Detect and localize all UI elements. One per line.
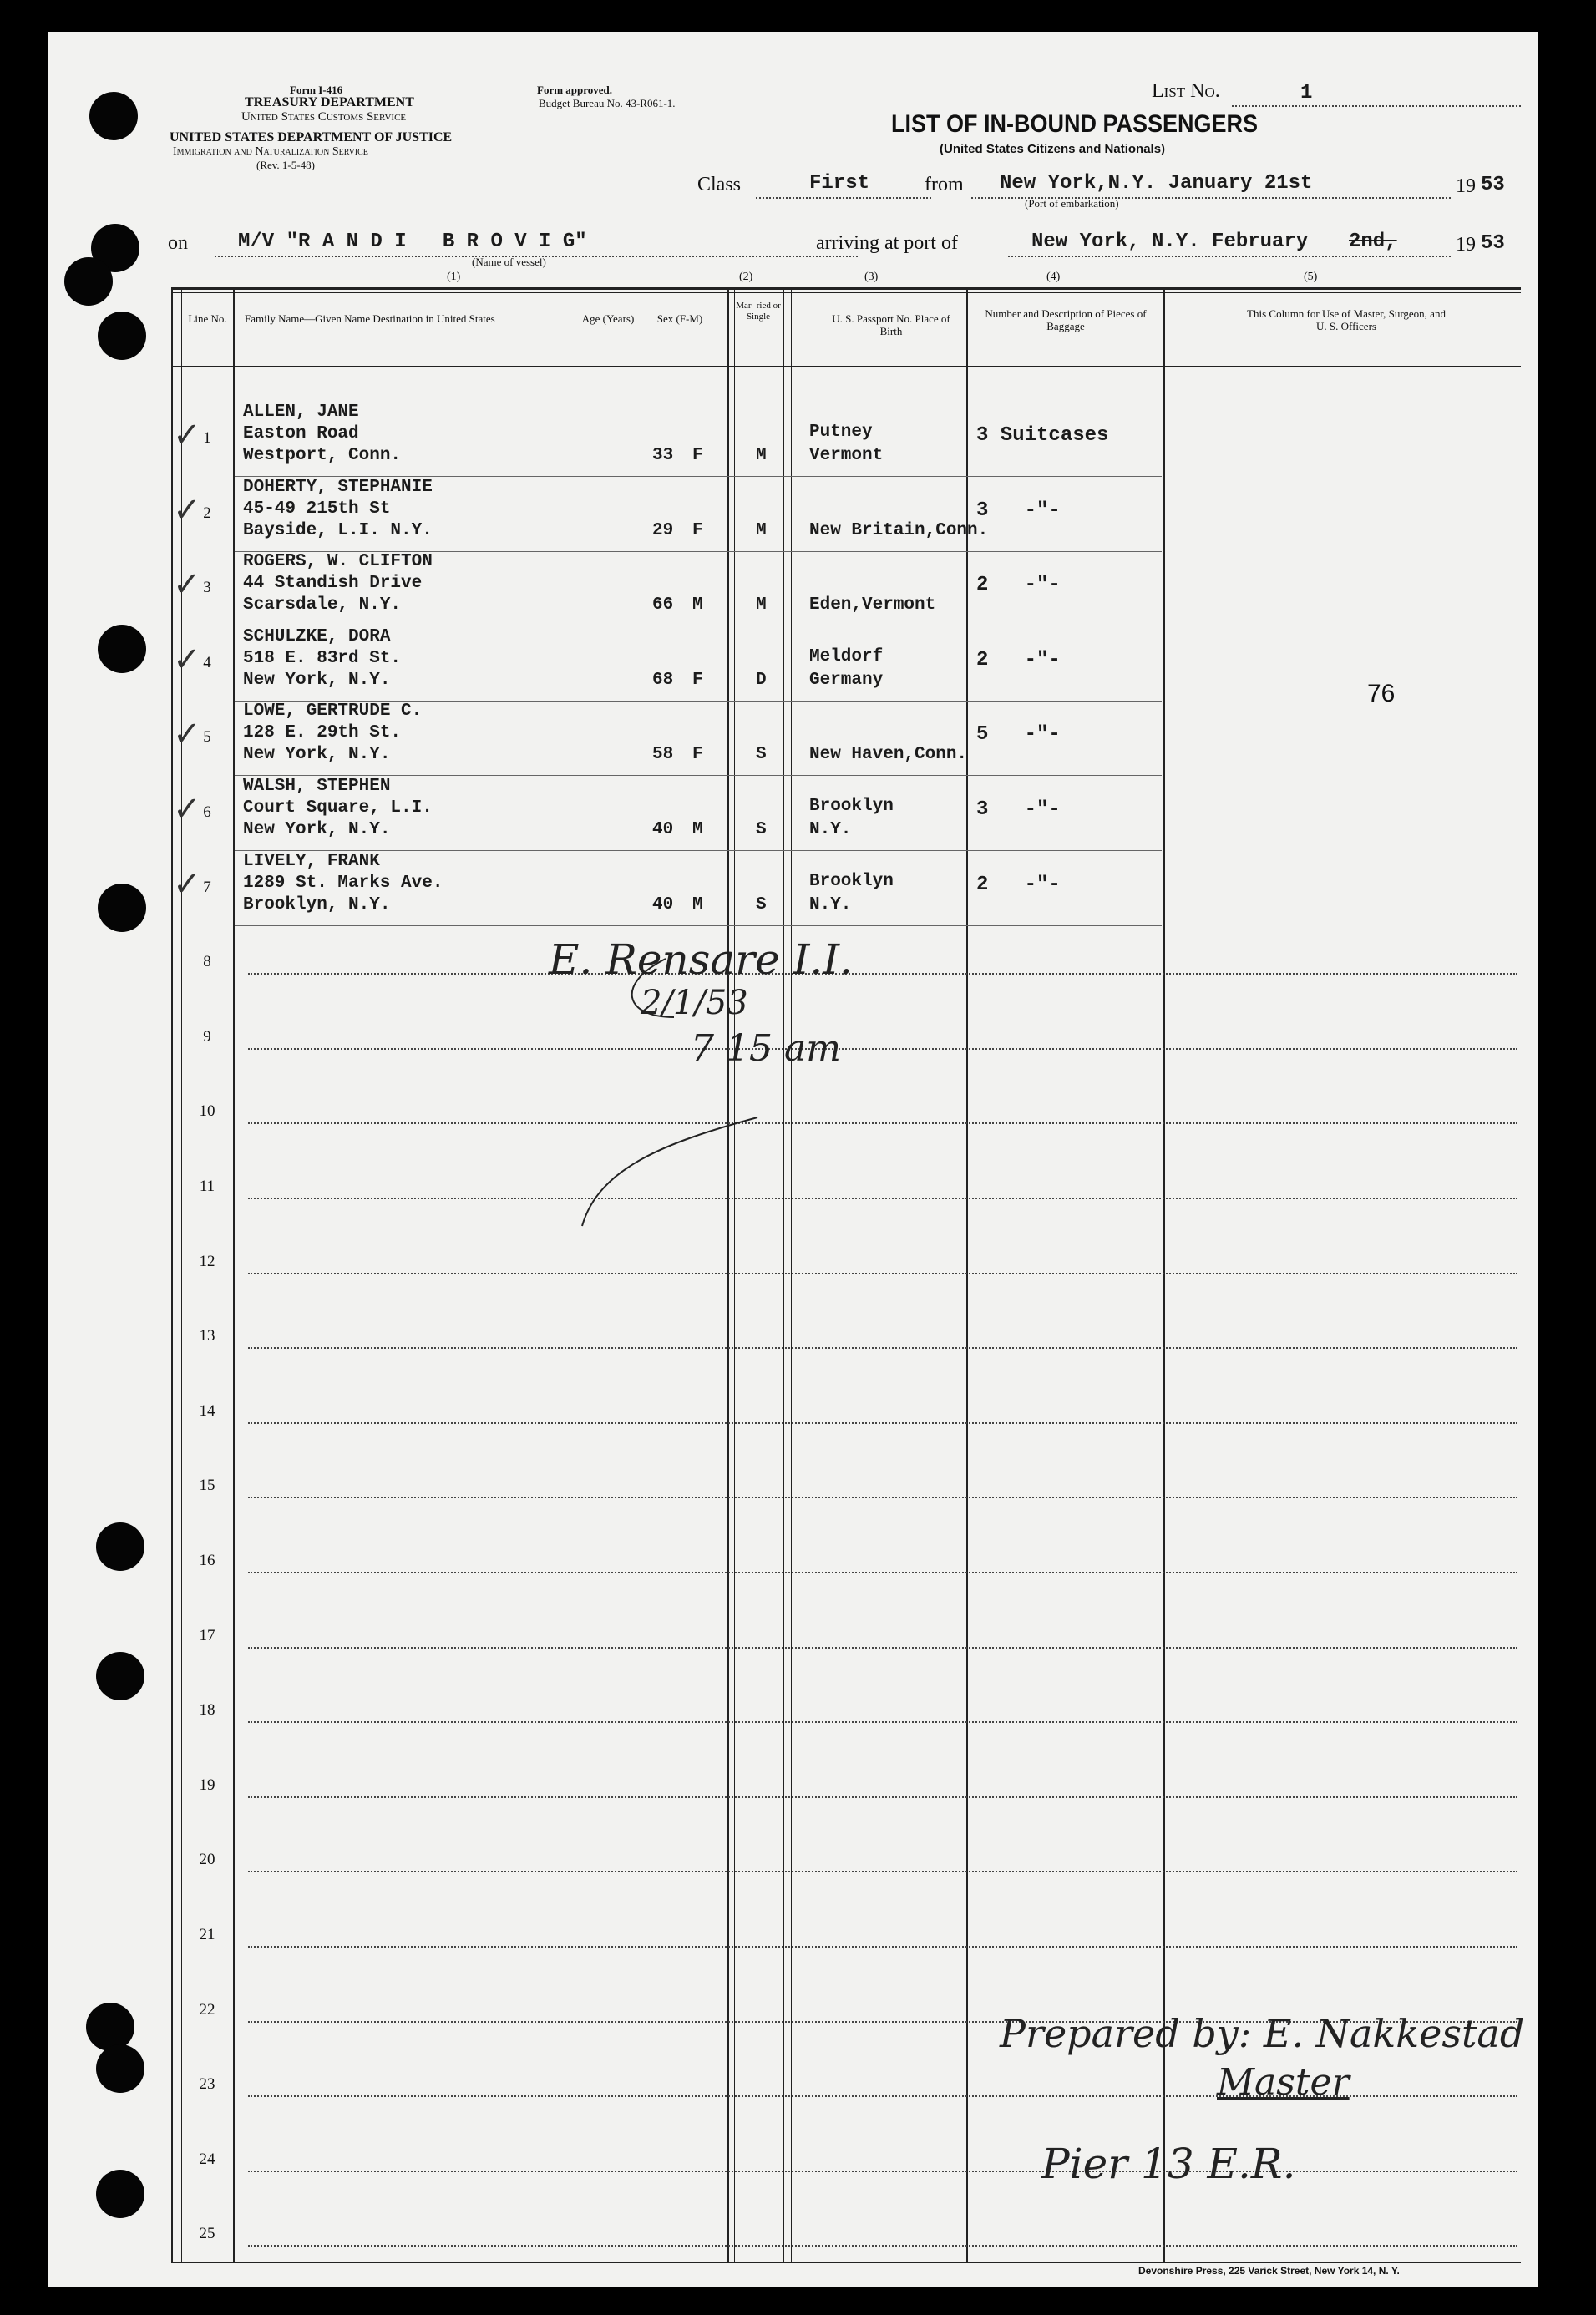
class-value: First (809, 172, 870, 195)
destination-city: New York, N.Y. (243, 670, 391, 690)
check-mark: ✓ (173, 416, 201, 454)
table-row-line (235, 925, 1162, 926)
signature-flourish (565, 950, 799, 1234)
ins-name: Immigration and Naturalization Service (173, 145, 368, 158)
baggage-description: 3 -"- (976, 798, 1061, 821)
table-row-line (248, 2171, 1517, 2172)
header-officers: This Column for Use of Master, Surgeon, and U. S. Officers (1247, 307, 1446, 332)
col-number-4: (4) (1046, 271, 1061, 283)
header-name: Family Name—Given Name Destination in United States (245, 312, 495, 325)
col-rule (791, 287, 792, 2262)
marital-status: S (756, 894, 767, 914)
destination-city: Brooklyn, N.Y. (243, 894, 391, 914)
marital-status: M (756, 446, 767, 465)
line-number: 21 (199, 1926, 215, 1943)
arriving-day: 2nd, (1349, 230, 1397, 253)
header-baggage: Number and Description of Pieces of Baggage (985, 307, 1147, 332)
col-rule (727, 287, 729, 2262)
table-row-line (248, 2245, 1517, 2247)
from-value: New York,N.Y. January 21st (1000, 172, 1313, 195)
line-number: 20 (199, 1851, 215, 1869)
pier-annotation: Pier 13 E.R. (1041, 2140, 1296, 2188)
birthplace-line1: Brooklyn (809, 871, 894, 891)
line-number: 13 (199, 1327, 215, 1345)
master-title: Master (1217, 2061, 1350, 2104)
baggage-description: 3 -"- (976, 499, 1061, 522)
col-rule (1163, 287, 1165, 2262)
list-no-line (1232, 105, 1521, 107)
passenger-age: 33 (652, 446, 674, 465)
table-row-line (248, 1273, 1517, 1274)
check-mark: ✓ (173, 864, 201, 904)
line-number: 15 (199, 1477, 215, 1495)
table-row-line (248, 1721, 1517, 1723)
col-rule (783, 287, 784, 2262)
vessel-name: M/V "R A N D I B R O V I G" (238, 230, 587, 253)
header-line-no: Line No. (188, 312, 227, 325)
table-row-line (248, 1122, 1517, 1124)
passenger-age: 40 (652, 820, 674, 839)
passenger-age: 66 (652, 595, 674, 615)
birthplace-line2: New Britain,Conn. (809, 520, 989, 540)
destination-address: 128 E. 29th St. (243, 723, 402, 743)
birthplace-line1: Putney (809, 423, 873, 442)
officer-date: 2/1/53 (641, 984, 748, 1022)
line-number: 5 (203, 728, 211, 747)
col-number-1: (1) (447, 271, 461, 283)
col-rule (966, 287, 968, 2262)
marital-status: S (756, 745, 767, 765)
marital-status: S (756, 820, 767, 839)
punch-hole (86, 2003, 134, 2051)
check-mark: ✓ (173, 790, 201, 828)
table-row-line (248, 1796, 1517, 1798)
table-top-border (171, 292, 1521, 293)
line-number: 12 (199, 1252, 215, 1270)
birthplace-line2: New Haven,Conn. (809, 745, 968, 765)
passenger-name: ROGERS, W. CLIFTON (243, 552, 433, 572)
table-bottom-border (171, 2262, 1521, 2263)
line-number: 22 (199, 2000, 215, 2019)
baggage-description: 2 -"- (976, 648, 1061, 671)
birthplace-line2: N.Y. (809, 894, 852, 914)
table-row-line (248, 1198, 1517, 1199)
officer-time: 7 15 am (691, 1027, 841, 1070)
passenger-sex: F (692, 446, 703, 465)
line-number: 24 (199, 2150, 215, 2168)
line-number: 16 (199, 1552, 215, 1569)
form-revision: (Rev. 1-5-48) (256, 159, 315, 171)
prepared-by-signature: Prepared by: E. Nakkestad (1000, 2011, 1525, 2056)
punch-hole (98, 884, 146, 932)
passenger-age: 29 (652, 520, 674, 540)
punch-hole (96, 1652, 144, 1700)
arriving-line (1008, 256, 1451, 257)
table-row-line (248, 1422, 1517, 1424)
punch-hole (64, 257, 113, 306)
header-passport: U. S. Passport No. Place of Birth (832, 312, 950, 337)
passenger-name: SCHULZKE, DORA (243, 626, 391, 646)
baggage-description: 2 -"- (976, 873, 1061, 896)
list-no-value: 1 (1300, 82, 1313, 104)
destination-address: Court Square, L.I. (243, 798, 433, 818)
header-married: Mar- ried or Single (736, 301, 781, 322)
header-age: Age (Years) (581, 312, 635, 325)
header-sex: Sex (F-M) (656, 312, 703, 325)
printer-footer: Devonshire Press, 225 Varick Street, New York 14, N. Y. (1138, 2265, 1400, 2277)
line-number: 2 (203, 504, 211, 522)
year-prefix-2: 19 (1456, 234, 1476, 256)
customs-service: United States Customs Service (241, 110, 407, 124)
line-number: 10 (199, 1102, 215, 1121)
col-rule (233, 287, 235, 2262)
officer-note: 76 (1367, 680, 1396, 707)
birthplace-line2: Vermont (809, 446, 884, 465)
budget-bureau: Budget Bureau No. 43-R061-1. (539, 97, 676, 109)
passenger-sex: F (692, 520, 703, 540)
line-number: 14 (199, 1401, 215, 1420)
passenger-name: ALLEN, JANE (243, 403, 359, 422)
year-arrive: 53 (1481, 232, 1505, 255)
class-label: Class (697, 174, 742, 195)
line-number: 4 (203, 653, 211, 671)
marital-status: M (756, 520, 767, 540)
punch-hole (98, 625, 146, 673)
destination-city: New York, N.Y. (243, 745, 391, 765)
destination-city: New York, N.Y. (243, 820, 391, 839)
on-label: on (168, 232, 188, 254)
baggage-description: 3 Suitcases (976, 424, 1109, 447)
passenger-age: 58 (652, 745, 674, 765)
birthplace-line1: Brooklyn (809, 797, 894, 816)
line-number: 9 (203, 1027, 211, 1046)
birthplace-line1: Meldorf (809, 646, 884, 666)
table-row-line (248, 1572, 1517, 1573)
destination-address: 44 Standish Drive (243, 574, 423, 594)
form-title: LIST OF IN-BOUND PASSENGERS (891, 110, 1259, 138)
destination-city: Westport, Conn. (243, 446, 402, 465)
passenger-age: 40 (652, 894, 674, 914)
birthplace-line2: N.Y. (809, 820, 852, 839)
table-row-line (248, 1048, 1517, 1050)
baggage-description: 2 -"- (976, 574, 1061, 597)
line-number: 6 (203, 803, 211, 821)
birthplace-line2: Eden,Vermont (809, 595, 936, 615)
punch-hole (96, 1522, 144, 1571)
check-mark: ✓ (173, 490, 201, 529)
line-number: 25 (199, 2225, 215, 2243)
punch-hole (96, 2044, 144, 2093)
line-number: 3 (203, 579, 211, 597)
manifest-sheet (48, 32, 1538, 2287)
passenger-name: WALSH, STEPHEN (243, 777, 391, 796)
line-number: 1 (203, 429, 211, 447)
passenger-age: 68 (652, 670, 674, 690)
marital-status: D (756, 670, 767, 690)
check-mark: ✓ (173, 715, 201, 754)
passenger-sex: F (692, 745, 703, 765)
department-of-justice: UNITED STATES DEPARTMENT OF JUSTICE (170, 130, 453, 144)
destination-address: 1289 St. Marks Ave. (243, 873, 443, 893)
destination-address: Easton Road (243, 424, 359, 443)
arriving-label: arriving at port of (816, 232, 958, 254)
passenger-sex: M (692, 595, 703, 615)
baggage-description: 5 -"- (976, 723, 1061, 747)
line-number: 11 (199, 1178, 215, 1195)
list-no-label: List No. (1152, 80, 1220, 102)
line-number: 18 (199, 1701, 215, 1720)
table-row-line (248, 1871, 1517, 1872)
header-divider (171, 366, 1521, 367)
form-approved: Form approved. (537, 84, 613, 96)
passenger-name: LOWE, GERTRUDE C. (243, 702, 423, 722)
line-number: 19 (199, 1776, 215, 1794)
destination-city: Bayside, L.I. N.Y. (243, 520, 433, 540)
table-row-line (248, 973, 1517, 975)
col-number-3: (3) (864, 271, 879, 283)
table-top-border (171, 287, 1521, 290)
marital-status: M (756, 595, 767, 615)
vessel-caption: (Name of vessel) (472, 256, 546, 268)
check-mark: ✓ (173, 640, 201, 679)
passenger-sex: M (692, 820, 703, 839)
destination-address: 518 E. 83rd St. (243, 648, 402, 668)
punch-hole (98, 312, 146, 360)
table-row-line (248, 1647, 1517, 1649)
passenger-name: DOHERTY, STEPHANIE (243, 477, 433, 497)
line-number: 23 (199, 2075, 215, 2094)
destination-city: Scarsdale, N.Y. (243, 595, 402, 615)
col-number-2: (2) (739, 271, 753, 283)
table-row-line (248, 1946, 1517, 1948)
port-caption: (Port of embarkation) (1025, 197, 1119, 210)
table-row-line (248, 1497, 1517, 1498)
col-rule (734, 287, 735, 2262)
officer-signature: E. Rensare I.I. (549, 935, 853, 984)
from-label: from (925, 174, 964, 195)
punch-hole (89, 92, 138, 140)
passenger-sex: F (692, 670, 703, 690)
passenger-name: LIVELY, FRANK (243, 851, 380, 871)
year-from: 53 (1481, 174, 1505, 196)
col-number-5: (5) (1304, 271, 1318, 283)
treasury-department: TREASURY DEPARTMENT (245, 95, 414, 109)
line-number: 7 (203, 878, 211, 896)
passenger-sex: M (692, 894, 703, 914)
year-prefix: 19 (1456, 175, 1476, 197)
form-subtitle: (United States Citizens and Nationals) (940, 142, 1166, 156)
form-number: Form I-416 (290, 84, 343, 96)
arriving-value: New York, N.Y. February (1031, 230, 1309, 253)
class-line (756, 197, 931, 199)
punch-hole (96, 2170, 144, 2218)
table-row-line (248, 1347, 1517, 1349)
line-number: 8 (203, 953, 211, 971)
destination-address: 45-49 215th St (243, 499, 391, 519)
check-mark: ✓ (173, 565, 201, 605)
line-number: 17 (199, 1626, 215, 1644)
birthplace-line2: Germany (809, 670, 884, 690)
